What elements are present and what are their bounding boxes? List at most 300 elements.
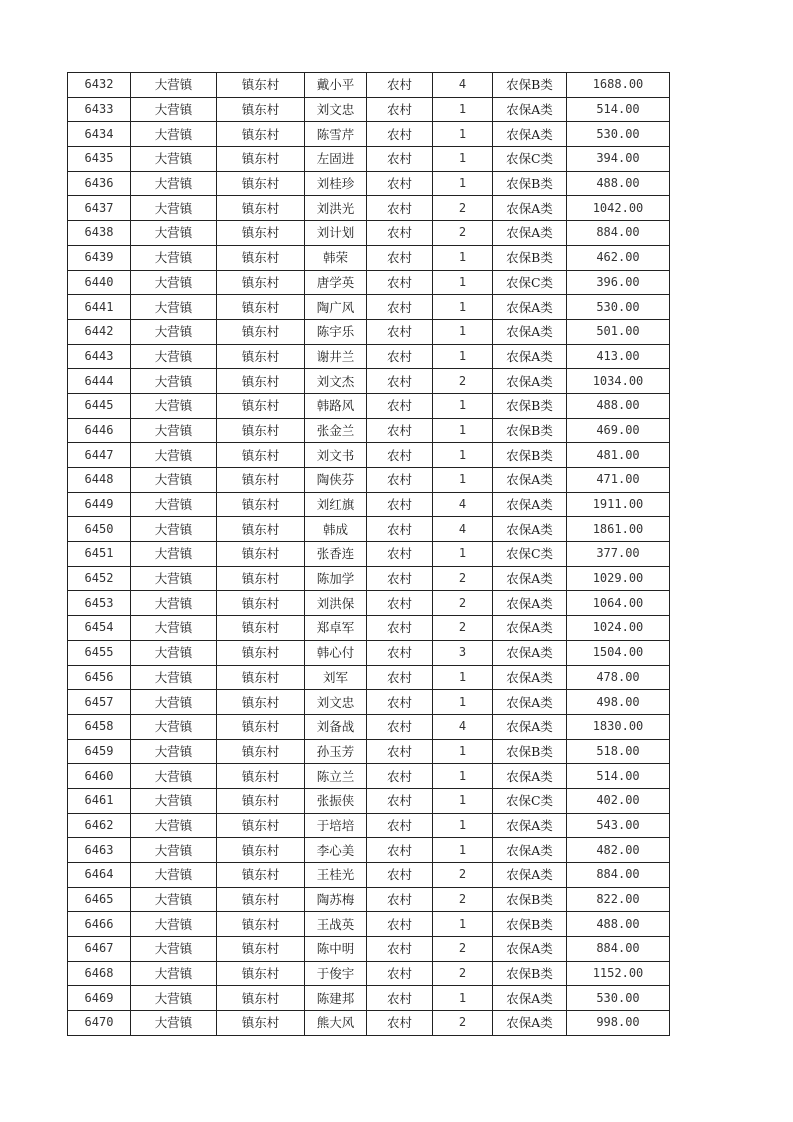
insurance-category-cell: 农保C类 bbox=[493, 147, 567, 172]
name-cell: 陈中明 bbox=[305, 937, 367, 962]
town-cell: 大营镇 bbox=[131, 714, 217, 739]
member-count-cell: 1 bbox=[433, 147, 493, 172]
name-cell: 王战英 bbox=[305, 912, 367, 937]
member-count-cell: 2 bbox=[433, 369, 493, 394]
name-cell: 唐学英 bbox=[305, 270, 367, 295]
member-count-cell: 1 bbox=[433, 788, 493, 813]
amount-cell: 413.00 bbox=[567, 344, 670, 369]
row-id-cell: 6437 bbox=[68, 196, 131, 221]
village-cell: 镇东村 bbox=[217, 221, 305, 246]
table-row bbox=[68, 196, 670, 221]
village-cell: 镇东村 bbox=[217, 393, 305, 418]
table-row bbox=[68, 369, 670, 394]
table-row bbox=[68, 245, 670, 270]
member-count-cell: 2 bbox=[433, 591, 493, 616]
name-cell: 韩荣 bbox=[305, 245, 367, 270]
household-type-cell: 农村 bbox=[367, 887, 433, 912]
row-id-cell: 6449 bbox=[68, 492, 131, 517]
table-row bbox=[68, 295, 670, 320]
town-cell: 大营镇 bbox=[131, 517, 217, 542]
household-type-cell: 农村 bbox=[367, 566, 433, 591]
village-cell: 镇东村 bbox=[217, 147, 305, 172]
town-cell: 大营镇 bbox=[131, 122, 217, 147]
member-count-cell: 1 bbox=[433, 270, 493, 295]
table-row bbox=[68, 937, 670, 962]
row-id-cell: 6448 bbox=[68, 468, 131, 493]
member-count-cell: 1 bbox=[433, 122, 493, 147]
member-count-cell: 2 bbox=[433, 616, 493, 641]
village-cell: 镇东村 bbox=[217, 196, 305, 221]
member-count-cell: 4 bbox=[433, 517, 493, 542]
village-cell: 镇东村 bbox=[217, 788, 305, 813]
household-type-cell: 农村 bbox=[367, 147, 433, 172]
name-cell: 陈宇乐 bbox=[305, 319, 367, 344]
household-type-cell: 农村 bbox=[367, 912, 433, 937]
village-cell: 镇东村 bbox=[217, 887, 305, 912]
table-row bbox=[68, 640, 670, 665]
village-cell: 镇东村 bbox=[217, 616, 305, 641]
town-cell: 大营镇 bbox=[131, 171, 217, 196]
name-cell: 张香连 bbox=[305, 542, 367, 567]
insurance-category-cell: 农保A类 bbox=[493, 344, 567, 369]
amount-cell: 462.00 bbox=[567, 245, 670, 270]
village-cell: 镇东村 bbox=[217, 591, 305, 616]
town-cell: 大营镇 bbox=[131, 937, 217, 962]
insurance-category-cell: 农保A类 bbox=[493, 97, 567, 122]
member-count-cell: 1 bbox=[433, 813, 493, 838]
village-cell: 镇东村 bbox=[217, 813, 305, 838]
name-cell: 陈建邦 bbox=[305, 986, 367, 1011]
town-cell: 大营镇 bbox=[131, 665, 217, 690]
village-cell: 镇东村 bbox=[217, 863, 305, 888]
member-count-cell: 2 bbox=[433, 887, 493, 912]
household-type-cell: 农村 bbox=[367, 764, 433, 789]
amount-cell: 402.00 bbox=[567, 788, 670, 813]
village-cell: 镇东村 bbox=[217, 937, 305, 962]
row-id-cell: 6441 bbox=[68, 295, 131, 320]
table-row bbox=[68, 887, 670, 912]
row-id-cell: 6445 bbox=[68, 393, 131, 418]
village-cell: 镇东村 bbox=[217, 517, 305, 542]
village-cell: 镇东村 bbox=[217, 542, 305, 567]
household-type-cell: 农村 bbox=[367, 492, 433, 517]
member-count-cell: 1 bbox=[433, 912, 493, 937]
row-id-cell: 6464 bbox=[68, 863, 131, 888]
town-cell: 大营镇 bbox=[131, 270, 217, 295]
amount-cell: 488.00 bbox=[567, 393, 670, 418]
amount-cell: 478.00 bbox=[567, 665, 670, 690]
insurance-category-cell: 农保B类 bbox=[493, 171, 567, 196]
insurance-category-cell: 农保A类 bbox=[493, 640, 567, 665]
member-count-cell: 1 bbox=[433, 418, 493, 443]
insurance-category-cell: 农保A类 bbox=[493, 764, 567, 789]
member-count-cell: 1 bbox=[433, 764, 493, 789]
amount-cell: 884.00 bbox=[567, 221, 670, 246]
table-row bbox=[68, 73, 670, 98]
amount-cell: 530.00 bbox=[567, 295, 670, 320]
row-id-cell: 6455 bbox=[68, 640, 131, 665]
table-row bbox=[68, 961, 670, 986]
member-count-cell: 4 bbox=[433, 714, 493, 739]
member-count-cell: 1 bbox=[433, 468, 493, 493]
town-cell: 大营镇 bbox=[131, 147, 217, 172]
row-id-cell: 6433 bbox=[68, 97, 131, 122]
town-cell: 大营镇 bbox=[131, 542, 217, 567]
member-count-cell: 2 bbox=[433, 961, 493, 986]
town-cell: 大营镇 bbox=[131, 393, 217, 418]
town-cell: 大营镇 bbox=[131, 616, 217, 641]
member-count-cell: 1 bbox=[433, 245, 493, 270]
amount-cell: 471.00 bbox=[567, 468, 670, 493]
table-row bbox=[68, 517, 670, 542]
member-count-cell: 2 bbox=[433, 863, 493, 888]
insurance-category-cell: 农保A类 bbox=[493, 319, 567, 344]
household-type-cell: 农村 bbox=[367, 616, 433, 641]
town-cell: 大营镇 bbox=[131, 566, 217, 591]
table-row bbox=[68, 739, 670, 764]
household-type-cell: 农村 bbox=[367, 838, 433, 863]
row-id-cell: 6459 bbox=[68, 739, 131, 764]
insurance-category-cell: 农保A类 bbox=[493, 690, 567, 715]
amount-cell: 469.00 bbox=[567, 418, 670, 443]
household-type-cell: 农村 bbox=[367, 665, 433, 690]
name-cell: 陈加学 bbox=[305, 566, 367, 591]
member-count-cell: 2 bbox=[433, 566, 493, 591]
row-id-cell: 6466 bbox=[68, 912, 131, 937]
insurance-category-cell: 农保A类 bbox=[493, 937, 567, 962]
row-id-cell: 6439 bbox=[68, 245, 131, 270]
table-row bbox=[68, 1011, 670, 1036]
town-cell: 大营镇 bbox=[131, 961, 217, 986]
town-cell: 大营镇 bbox=[131, 319, 217, 344]
row-id-cell: 6470 bbox=[68, 1011, 131, 1036]
amount-cell: 488.00 bbox=[567, 912, 670, 937]
insurance-category-cell: 农保A类 bbox=[493, 616, 567, 641]
row-id-cell: 6443 bbox=[68, 344, 131, 369]
town-cell: 大营镇 bbox=[131, 986, 217, 1011]
town-cell: 大营镇 bbox=[131, 887, 217, 912]
table-row bbox=[68, 912, 670, 937]
town-cell: 大营镇 bbox=[131, 739, 217, 764]
name-cell: 刘备战 bbox=[305, 714, 367, 739]
name-cell: 于俊宇 bbox=[305, 961, 367, 986]
town-cell: 大营镇 bbox=[131, 73, 217, 98]
household-type-cell: 农村 bbox=[367, 542, 433, 567]
table-row bbox=[68, 221, 670, 246]
amount-cell: 530.00 bbox=[567, 122, 670, 147]
row-id-cell: 6434 bbox=[68, 122, 131, 147]
insurance-category-cell: 农保A类 bbox=[493, 468, 567, 493]
member-count-cell: 2 bbox=[433, 937, 493, 962]
insurance-category-cell: 农保B类 bbox=[493, 418, 567, 443]
insurance-category-cell: 农保A类 bbox=[493, 714, 567, 739]
name-cell: 刘文杰 bbox=[305, 369, 367, 394]
name-cell: 戴小平 bbox=[305, 73, 367, 98]
town-cell: 大营镇 bbox=[131, 788, 217, 813]
row-id-cell: 6456 bbox=[68, 665, 131, 690]
name-cell: 郑卓军 bbox=[305, 616, 367, 641]
household-type-cell: 农村 bbox=[367, 937, 433, 962]
table-row bbox=[68, 690, 670, 715]
insurance-category-cell: 农保A类 bbox=[493, 196, 567, 221]
row-id-cell: 6452 bbox=[68, 566, 131, 591]
household-type-cell: 农村 bbox=[367, 73, 433, 98]
table-row bbox=[68, 813, 670, 838]
member-count-cell: 1 bbox=[433, 443, 493, 468]
row-id-cell: 6454 bbox=[68, 616, 131, 641]
town-cell: 大营镇 bbox=[131, 863, 217, 888]
member-count-cell: 3 bbox=[433, 640, 493, 665]
amount-cell: 488.00 bbox=[567, 171, 670, 196]
amount-cell: 514.00 bbox=[567, 764, 670, 789]
name-cell: 刘洪光 bbox=[305, 196, 367, 221]
insurance-category-cell: 农保C类 bbox=[493, 542, 567, 567]
household-type-cell: 农村 bbox=[367, 640, 433, 665]
name-cell: 陶苏梅 bbox=[305, 887, 367, 912]
household-type-cell: 农村 bbox=[367, 369, 433, 394]
table-row bbox=[68, 443, 670, 468]
insurance-category-cell: 农保A类 bbox=[493, 492, 567, 517]
table-row bbox=[68, 863, 670, 888]
member-count-cell: 1 bbox=[433, 295, 493, 320]
town-cell: 大营镇 bbox=[131, 1011, 217, 1036]
town-cell: 大营镇 bbox=[131, 245, 217, 270]
amount-cell: 481.00 bbox=[567, 443, 670, 468]
name-cell: 韩路风 bbox=[305, 393, 367, 418]
table-row bbox=[68, 97, 670, 122]
name-cell: 韩心付 bbox=[305, 640, 367, 665]
amount-cell: 501.00 bbox=[567, 319, 670, 344]
row-id-cell: 6438 bbox=[68, 221, 131, 246]
household-type-cell: 农村 bbox=[367, 986, 433, 1011]
row-id-cell: 6436 bbox=[68, 171, 131, 196]
member-count-cell: 1 bbox=[433, 393, 493, 418]
village-cell: 镇东村 bbox=[217, 566, 305, 591]
table-row bbox=[68, 764, 670, 789]
table-body bbox=[68, 73, 670, 1036]
village-cell: 镇东村 bbox=[217, 270, 305, 295]
table-row bbox=[68, 788, 670, 813]
member-count-cell: 1 bbox=[433, 319, 493, 344]
town-cell: 大营镇 bbox=[131, 764, 217, 789]
amount-cell: 498.00 bbox=[567, 690, 670, 715]
insurance-category-cell: 农保A类 bbox=[493, 369, 567, 394]
table-row bbox=[68, 270, 670, 295]
household-type-cell: 农村 bbox=[367, 788, 433, 813]
insurance-category-cell: 农保A类 bbox=[493, 566, 567, 591]
amount-cell: 1152.00 bbox=[567, 961, 670, 986]
village-cell: 镇东村 bbox=[217, 97, 305, 122]
table-row bbox=[68, 591, 670, 616]
name-cell: 刘文忠 bbox=[305, 690, 367, 715]
village-cell: 镇东村 bbox=[217, 418, 305, 443]
name-cell: 刘桂珍 bbox=[305, 171, 367, 196]
insurance-category-cell: 农保C类 bbox=[493, 270, 567, 295]
insurance-category-cell: 农保B类 bbox=[493, 961, 567, 986]
household-type-cell: 农村 bbox=[367, 517, 433, 542]
village-cell: 镇东村 bbox=[217, 665, 305, 690]
table-row bbox=[68, 838, 670, 863]
row-id-cell: 6457 bbox=[68, 690, 131, 715]
name-cell: 刘文忠 bbox=[305, 97, 367, 122]
household-type-cell: 农村 bbox=[367, 221, 433, 246]
amount-cell: 1024.00 bbox=[567, 616, 670, 641]
village-cell: 镇东村 bbox=[217, 443, 305, 468]
subsidy-table bbox=[67, 72, 670, 1036]
row-id-cell: 6442 bbox=[68, 319, 131, 344]
household-type-cell: 农村 bbox=[367, 714, 433, 739]
amount-cell: 1029.00 bbox=[567, 566, 670, 591]
town-cell: 大营镇 bbox=[131, 690, 217, 715]
household-type-cell: 农村 bbox=[367, 739, 433, 764]
town-cell: 大营镇 bbox=[131, 813, 217, 838]
town-cell: 大营镇 bbox=[131, 344, 217, 369]
member-count-cell: 1 bbox=[433, 171, 493, 196]
row-id-cell: 6435 bbox=[68, 147, 131, 172]
village-cell: 镇东村 bbox=[217, 764, 305, 789]
village-cell: 镇东村 bbox=[217, 73, 305, 98]
amount-cell: 482.00 bbox=[567, 838, 670, 863]
town-cell: 大营镇 bbox=[131, 418, 217, 443]
table-row bbox=[68, 566, 670, 591]
village-cell: 镇东村 bbox=[217, 739, 305, 764]
row-id-cell: 6458 bbox=[68, 714, 131, 739]
row-id-cell: 6446 bbox=[68, 418, 131, 443]
insurance-category-cell: 农保B类 bbox=[493, 887, 567, 912]
insurance-category-cell: 农保A类 bbox=[493, 838, 567, 863]
member-count-cell: 1 bbox=[433, 542, 493, 567]
household-type-cell: 农村 bbox=[367, 171, 433, 196]
row-id-cell: 6447 bbox=[68, 443, 131, 468]
row-id-cell: 6460 bbox=[68, 764, 131, 789]
table-row bbox=[68, 714, 670, 739]
amount-cell: 514.00 bbox=[567, 97, 670, 122]
household-type-cell: 农村 bbox=[367, 690, 433, 715]
row-id-cell: 6440 bbox=[68, 270, 131, 295]
household-type-cell: 农村 bbox=[367, 961, 433, 986]
table-row bbox=[68, 418, 670, 443]
member-count-cell: 1 bbox=[433, 344, 493, 369]
insurance-category-cell: 农保B类 bbox=[493, 73, 567, 98]
household-type-cell: 农村 bbox=[367, 295, 433, 320]
table-row bbox=[68, 344, 670, 369]
household-type-cell: 农村 bbox=[367, 863, 433, 888]
household-type-cell: 农村 bbox=[367, 1011, 433, 1036]
name-cell: 张金兰 bbox=[305, 418, 367, 443]
member-count-cell: 2 bbox=[433, 1011, 493, 1036]
member-count-cell: 1 bbox=[433, 665, 493, 690]
row-id-cell: 6465 bbox=[68, 887, 131, 912]
insurance-category-cell: 农保C类 bbox=[493, 788, 567, 813]
name-cell: 刘计划 bbox=[305, 221, 367, 246]
village-cell: 镇东村 bbox=[217, 640, 305, 665]
insurance-category-cell: 农保B类 bbox=[493, 443, 567, 468]
amount-cell: 530.00 bbox=[567, 986, 670, 1011]
amount-cell: 1861.00 bbox=[567, 517, 670, 542]
name-cell: 韩成 bbox=[305, 517, 367, 542]
village-cell: 镇东村 bbox=[217, 245, 305, 270]
insurance-category-cell: 农保A类 bbox=[493, 221, 567, 246]
insurance-category-cell: 农保A类 bbox=[493, 517, 567, 542]
member-count-cell: 1 bbox=[433, 97, 493, 122]
amount-cell: 377.00 bbox=[567, 542, 670, 567]
table-row bbox=[68, 986, 670, 1011]
row-id-cell: 6468 bbox=[68, 961, 131, 986]
name-cell: 李心美 bbox=[305, 838, 367, 863]
household-type-cell: 农村 bbox=[367, 468, 433, 493]
row-id-cell: 6463 bbox=[68, 838, 131, 863]
name-cell: 张振侠 bbox=[305, 788, 367, 813]
table-row bbox=[68, 616, 670, 641]
town-cell: 大营镇 bbox=[131, 468, 217, 493]
insurance-category-cell: 农保A类 bbox=[493, 591, 567, 616]
town-cell: 大营镇 bbox=[131, 97, 217, 122]
village-cell: 镇东村 bbox=[217, 714, 305, 739]
member-count-cell: 1 bbox=[433, 986, 493, 1011]
village-cell: 镇东村 bbox=[217, 961, 305, 986]
village-cell: 镇东村 bbox=[217, 295, 305, 320]
name-cell: 陈立兰 bbox=[305, 764, 367, 789]
village-cell: 镇东村 bbox=[217, 912, 305, 937]
name-cell: 刘军 bbox=[305, 665, 367, 690]
name-cell: 王桂光 bbox=[305, 863, 367, 888]
table-row bbox=[68, 492, 670, 517]
insurance-category-cell: 农保A类 bbox=[493, 295, 567, 320]
insurance-category-cell: 农保A类 bbox=[493, 1011, 567, 1036]
insurance-category-cell: 农保B类 bbox=[493, 393, 567, 418]
village-cell: 镇东村 bbox=[217, 1011, 305, 1036]
town-cell: 大营镇 bbox=[131, 912, 217, 937]
amount-cell: 1042.00 bbox=[567, 196, 670, 221]
village-cell: 镇东村 bbox=[217, 986, 305, 1011]
amount-cell: 884.00 bbox=[567, 863, 670, 888]
name-cell: 刘洪保 bbox=[305, 591, 367, 616]
amount-cell: 518.00 bbox=[567, 739, 670, 764]
insurance-category-cell: 农保B类 bbox=[493, 245, 567, 270]
row-id-cell: 6451 bbox=[68, 542, 131, 567]
household-type-cell: 农村 bbox=[367, 270, 433, 295]
name-cell: 陶广风 bbox=[305, 295, 367, 320]
amount-cell: 1830.00 bbox=[567, 714, 670, 739]
town-cell: 大营镇 bbox=[131, 295, 217, 320]
amount-cell: 394.00 bbox=[567, 147, 670, 172]
town-cell: 大营镇 bbox=[131, 640, 217, 665]
village-cell: 镇东村 bbox=[217, 690, 305, 715]
table-row bbox=[68, 319, 670, 344]
town-cell: 大营镇 bbox=[131, 443, 217, 468]
village-cell: 镇东村 bbox=[217, 492, 305, 517]
table-row bbox=[68, 147, 670, 172]
insurance-category-cell: 农保B类 bbox=[493, 739, 567, 764]
household-type-cell: 农村 bbox=[367, 97, 433, 122]
table-row bbox=[68, 122, 670, 147]
village-cell: 镇东村 bbox=[217, 171, 305, 196]
insurance-category-cell: 农保A类 bbox=[493, 813, 567, 838]
name-cell: 陈雪芹 bbox=[305, 122, 367, 147]
amount-cell: 1504.00 bbox=[567, 640, 670, 665]
town-cell: 大营镇 bbox=[131, 196, 217, 221]
household-type-cell: 农村 bbox=[367, 443, 433, 468]
row-id-cell: 6444 bbox=[68, 369, 131, 394]
member-count-cell: 4 bbox=[433, 492, 493, 517]
row-id-cell: 6432 bbox=[68, 73, 131, 98]
town-cell: 大营镇 bbox=[131, 591, 217, 616]
town-cell: 大营镇 bbox=[131, 369, 217, 394]
table-row bbox=[68, 468, 670, 493]
name-cell: 谢井兰 bbox=[305, 344, 367, 369]
name-cell: 熊大风 bbox=[305, 1011, 367, 1036]
amount-cell: 396.00 bbox=[567, 270, 670, 295]
